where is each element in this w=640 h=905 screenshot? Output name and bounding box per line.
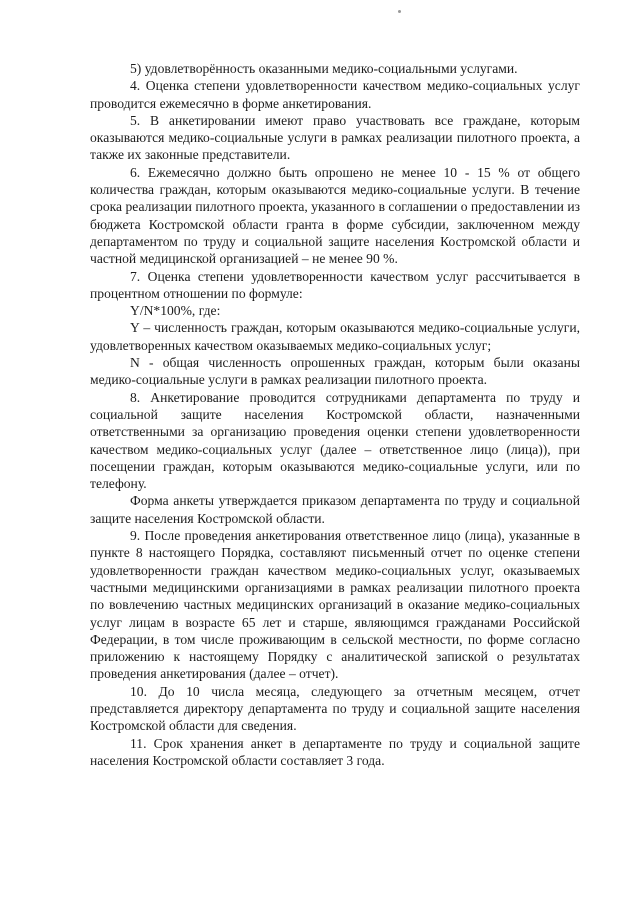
paragraph-11-storage: 11. Срок хранения анкет в департаменте по труду и социальной защите населения Костромской области составляет 3 года. bbox=[90, 735, 580, 768]
paragraph-item-5-satisfaction: 5) удовлетворённость оказанными медико-социальными услугами. bbox=[130, 61, 518, 76]
formula-y-definition: Y – численность граждан, которым оказываются медико-социальные услуги, удовлетворенных качеством оказываемых медико-социальных услуг; bbox=[90, 320, 580, 353]
formula-n-definition: N - общая численность опрошенных граждан, которым были оказаны медико-социальные услуги в рамках реализации пилотного проекта. bbox=[90, 355, 580, 388]
paragraph-6-survey-volume: 6. Ежемесячно должно быть опрошено не менее 10 - 15 % от общего количества граждан, которым оказываются медико-социальные услуги. В течение срока реализации пилотного проекта, указанного в соглашении о предоставлении из бюджета Костромской области гранта в форме субсидии, заключенном между департаментом по труду и социальной защите населения Костромской области и частной медицинской организацией – не менее 90 %. bbox=[90, 164, 580, 267]
paragraph-7-calculation: 7. Оценка степени удовлетворенности качеством услуг рассчитывается в процентном отношении по формуле: bbox=[90, 268, 580, 301]
document-body bbox=[90, 60, 580, 769]
formula: Y/N*100%, где: bbox=[130, 303, 221, 319]
paragraph-10-submission: 10. До 10 числа месяца, следующего за отчетным месяцем, отчет представляется директору департамента по труду и социальной защите населения Костромской области для сведения. bbox=[90, 683, 580, 734]
paragraph-9-report: 9. После проведения анкетирования ответственное лицо (лица), указанные в пункте 8 настоящего Порядка, составляют письменный отчет по оценке степени удовлетворенности граждан качеством медико-социальных услуг, оказываемых частными медицинскими организациями в рамках реализации пилотного проекта по вовлечению частных медицинских организаций в оказание медико-социальных услуг лицам в возрасте 65 лет и старше, являющимся гражданами Российской Федерации, в том числе проживающим в сельской местности, по форме согласно приложению к настоящему Порядку с аналитической запиской о результатах проведения анкетирования (далее – отчет). bbox=[90, 528, 580, 682]
page-mark bbox=[398, 10, 401, 13]
paragraph-5-participants: 5. В анкетировании имеют право участвовать все граждане, которым оказываются медико-социальные услуги в рамках реализации пилотного проекта, а также их законные представители. bbox=[90, 112, 580, 163]
paragraph-questionnaire-form: Форма анкеты утверждается приказом департамента по труду и социальной защите населения Костромской области. bbox=[90, 493, 580, 526]
paragraph-8-responsible-persons: 8. Анкетирование проводится сотрудниками департамента по труду и социальной защите населения Костромской области, назначенными ответственными за организацию проведения оценки степени удовлетворенности качеством медико-социальных услуг (далее – ответственное лицо (лица)), при посещении граждан, которым оказываются медико-социальные услуги, или по телефону. bbox=[90, 389, 580, 492]
paragraph-4-assessment-method: 4. Оценка степени удовлетворенности качеством медико-социальных услуг проводится ежемесячно в форме анкетирования. bbox=[90, 78, 580, 111]
